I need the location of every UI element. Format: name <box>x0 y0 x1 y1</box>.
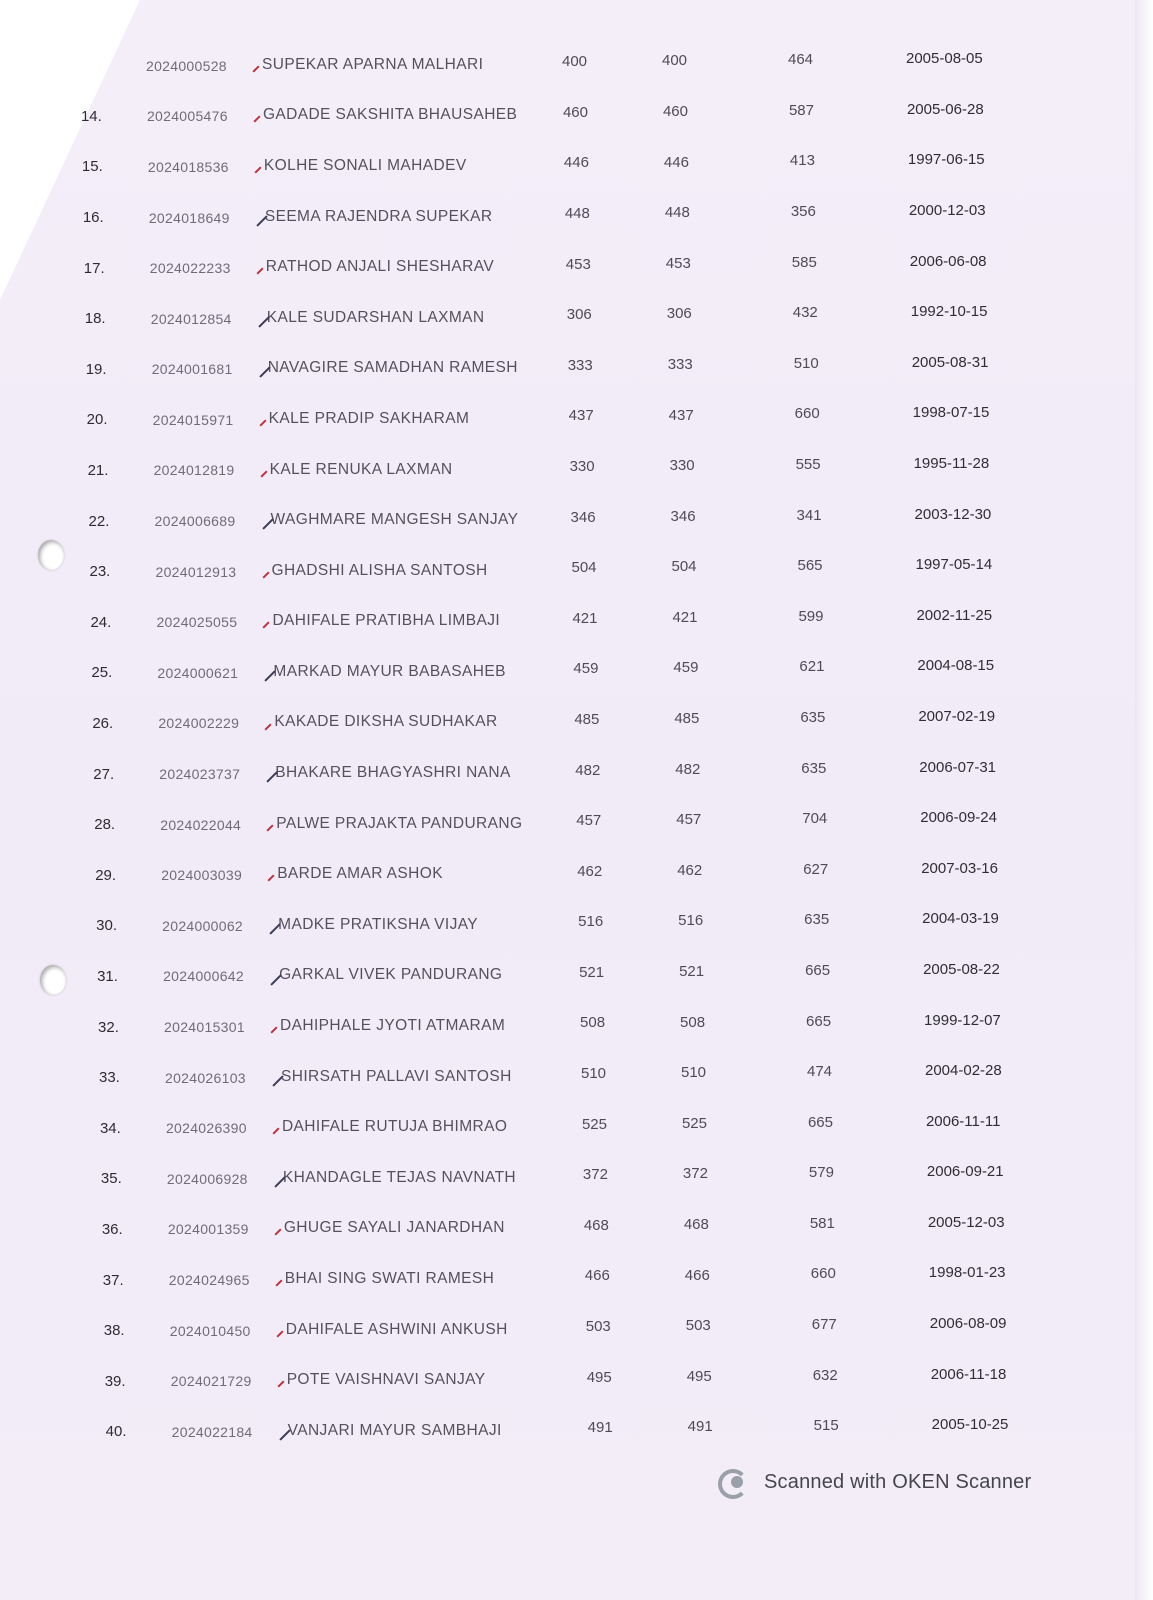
check-mark-icon <box>276 1330 283 1337</box>
cell-n2: 346 <box>670 507 696 525</box>
cell-n3: 621 <box>799 658 825 676</box>
cell-date: 2005-08-22 <box>923 960 1000 978</box>
cell-name: KAKADE DIKSHA SUDHAKAR <box>274 713 498 731</box>
cell-n2: 491 <box>687 1418 713 1436</box>
cell-n1: 508 <box>580 1014 606 1032</box>
table-row <box>0 955 1153 995</box>
cell-date: 2006-07-31 <box>919 758 997 776</box>
cell-n2: 333 <box>667 355 693 373</box>
cell-idx: 28. <box>94 816 116 834</box>
cell-id: 2024002229 <box>158 715 240 732</box>
table-row <box>0 1360 1153 1400</box>
check-mark-icon <box>277 1381 284 1388</box>
cell-n1: 372 <box>582 1166 608 1184</box>
cell-id: 2024010450 <box>169 1322 251 1339</box>
cell-n1: 482 <box>575 761 601 779</box>
cell-name: DAHIFALE PRATIBHA LIMBAJI <box>272 612 501 630</box>
cell-n3: 555 <box>795 456 821 474</box>
cell-date: 2004-02-28 <box>925 1062 1002 1080</box>
cell-n2: 468 <box>683 1215 709 1233</box>
cell-idx: 16. <box>82 209 104 227</box>
cell-n1: 457 <box>576 812 602 830</box>
cell-idx: 32. <box>98 1018 119 1036</box>
cell-n3: 635 <box>800 708 826 726</box>
cell-idx: 34. <box>99 1119 121 1137</box>
cell-date: 1997-06-15 <box>907 151 985 169</box>
table-row <box>0 550 1153 590</box>
cell-n3: 356 <box>790 203 816 221</box>
cell-name: GHUGE SAYALI JANARDHAN <box>283 1219 505 1237</box>
cell-n3: 677 <box>811 1316 837 1334</box>
cell-name: MARKAD MAYUR BABASAHEB <box>273 662 506 680</box>
cell-n1: 460 <box>562 103 588 121</box>
cell-n3: 632 <box>812 1366 838 1384</box>
cell-name: POTE VAISHNAVI SANJAY <box>286 1371 486 1389</box>
cell-date: 2005-10-25 <box>931 1416 1009 1434</box>
cell-date: 2002-11-25 <box>916 606 993 624</box>
cell-n2: 510 <box>681 1064 707 1082</box>
cell-name: KHANDAGLE TEJAS NAVNATH <box>282 1168 517 1186</box>
cell-id: 2024005476 <box>146 108 228 125</box>
cell-name: BARDE AMAR ASHOK <box>277 865 443 883</box>
cell-n3: 585 <box>791 253 817 271</box>
table-row <box>0 44 1153 84</box>
cell-n2: 504 <box>671 558 697 576</box>
cell-date: 2000-12-03 <box>908 202 986 220</box>
cell-id: 2024025055 <box>156 614 238 631</box>
cell-idx: 15. <box>81 158 103 176</box>
cell-n1: 421 <box>572 609 598 627</box>
cell-n2: 466 <box>684 1266 710 1284</box>
cell-idx: 37. <box>102 1271 124 1289</box>
cell-n3: 660 <box>810 1265 836 1283</box>
cell-n2: 453 <box>665 254 691 272</box>
cell-name: VANJARI MAYUR SAMBHAJI <box>287 1421 502 1439</box>
cell-n2: 525 <box>681 1114 707 1132</box>
cell-n3: 665 <box>805 961 831 979</box>
cell-name: PALWE PRAJAKTA PANDURANG <box>276 814 523 832</box>
cell-id: 2024006689 <box>154 513 236 530</box>
cell-n1: 468 <box>583 1216 609 1234</box>
cell-n3: 627 <box>803 860 829 878</box>
cell-n3: 665 <box>807 1113 833 1131</box>
cell-n1: 448 <box>564 204 590 222</box>
table-row <box>0 1258 1153 1298</box>
cell-n3: 510 <box>793 354 819 372</box>
cell-idx: 35. <box>100 1170 122 1188</box>
cell-name: DAHIFALE RUTUJA BHIMRAO <box>281 1118 508 1136</box>
cell-n2: 421 <box>672 608 698 626</box>
cell-name: KOLHE SONALI MAHADEV <box>263 156 467 174</box>
cell-n1: 503 <box>585 1318 611 1336</box>
cell-n1: 333 <box>567 356 593 374</box>
cell-n3: 432 <box>792 304 818 322</box>
table-row <box>0 1005 1153 1045</box>
cell-idx: 27. <box>93 765 115 783</box>
cell-date: 2005-06-28 <box>906 100 984 118</box>
table-row <box>0 1410 1153 1450</box>
cell-name: NAVAGIRE SAMADHAN RAMESH <box>267 359 518 377</box>
cell-n1: 400 <box>562 53 588 71</box>
cell-name: GARKAL VIVEK PANDURANG <box>279 966 503 984</box>
cell-n3: 660 <box>794 405 820 423</box>
cell-n3: 665 <box>806 1012 832 1030</box>
cell-id: 2024024965 <box>168 1271 250 1288</box>
cell-date: 1992-10-15 <box>910 303 988 321</box>
cell-id: 2024026390 <box>165 1120 247 1137</box>
table-row <box>0 1208 1153 1248</box>
cell-n1: 462 <box>577 862 603 880</box>
cell-date: 2006-09-24 <box>920 809 997 827</box>
cell-idx: 39. <box>104 1372 126 1390</box>
cell-id: 2024000528 <box>146 57 227 74</box>
cell-n1: 525 <box>581 1115 607 1133</box>
cell-n3: 474 <box>807 1063 833 1081</box>
table-row <box>0 803 1153 843</box>
table-row <box>0 449 1153 489</box>
cell-date: 2006-11-11 <box>925 1112 1001 1130</box>
table-row <box>0 246 1153 286</box>
check-mark-icon <box>274 1229 281 1236</box>
cell-name: BHAI SING SWATI RAMESH <box>284 1269 495 1287</box>
cell-idx: 40. <box>105 1423 127 1441</box>
table-row <box>0 499 1153 539</box>
cell-n2: 482 <box>675 760 701 778</box>
cell-n1: 466 <box>584 1267 610 1285</box>
cell-date: 2006-09-21 <box>926 1163 1004 1181</box>
table-row <box>0 752 1153 792</box>
cell-date: 2005-12-03 <box>927 1213 1005 1231</box>
check-mark-icon <box>272 1128 279 1135</box>
check-mark-icon <box>265 723 272 730</box>
cell-idx: 38. <box>103 1322 125 1340</box>
cell-n3: 587 <box>788 101 814 119</box>
cell-n2: 521 <box>679 963 705 981</box>
cell-n3: 599 <box>798 607 824 625</box>
check-mark-icon <box>271 1027 278 1034</box>
cell-id: 2024006928 <box>166 1170 248 1187</box>
cell-idx: 14. <box>80 107 102 125</box>
cell-id: 2024000621 <box>157 664 239 681</box>
table-row <box>0 95 1153 135</box>
cell-n1: 491 <box>587 1419 613 1437</box>
cell-idx: 18. <box>84 310 106 328</box>
cell-n3: 515 <box>813 1417 839 1435</box>
cell-n1: 485 <box>574 710 600 728</box>
cell-n3: 565 <box>797 557 823 575</box>
cell-n2: 495 <box>686 1367 712 1385</box>
cell-name: SHIRSATH PALLAVI SANTOSH <box>281 1067 512 1085</box>
watermark-text: Scanned with OKEN Scanner <box>764 1470 1032 1493</box>
cell-id: 2024012854 <box>150 310 232 327</box>
cell-id: 2024018536 <box>147 158 229 175</box>
cell-id: 2024021729 <box>170 1373 252 1390</box>
cell-name: KALE RENUKA LAXMAN <box>269 460 453 478</box>
cell-n2: 457 <box>676 811 702 829</box>
cell-date: 2005-08-31 <box>911 353 989 371</box>
check-mark-icon <box>256 268 263 275</box>
cell-date: 1995-11-28 <box>913 455 990 473</box>
cell-n1: 330 <box>569 457 595 475</box>
cell-idx: 17. <box>83 259 105 277</box>
table-row <box>0 145 1153 185</box>
cell-id: 2024022044 <box>160 816 242 833</box>
cell-date: 2006-08-09 <box>929 1315 1007 1333</box>
check-mark-icon <box>262 571 269 578</box>
cell-n2: 437 <box>668 406 694 424</box>
cell-name: DAHIPHALE JYOTI ATMARAM <box>280 1017 506 1034</box>
cell-id: 2024022233 <box>149 260 231 277</box>
cell-id: 2024012913 <box>155 563 237 580</box>
cell-name: BHAKARE BHAGYASHRI NANA <box>275 764 511 782</box>
cell-idx: 21. <box>87 462 109 480</box>
cell-id: 2024026103 <box>165 1069 246 1086</box>
table-row <box>0 854 1153 894</box>
check-mark-icon <box>254 166 261 173</box>
cell-n1: 495 <box>586 1368 612 1386</box>
cell-n1: 504 <box>571 559 597 577</box>
table-row <box>0 398 1153 438</box>
cell-n2: 485 <box>674 710 700 728</box>
cell-name: MADKE PRATIKSHA VIJAY <box>278 915 479 933</box>
cell-n3: 464 <box>788 51 814 69</box>
cell-n2: 460 <box>662 102 688 120</box>
cell-n2: 448 <box>664 204 690 222</box>
cell-idx: 25. <box>91 664 113 682</box>
cell-n2: 372 <box>682 1165 708 1183</box>
table-row <box>0 601 1153 641</box>
table-row <box>0 1309 1153 1349</box>
cell-n3: 579 <box>808 1164 834 1182</box>
cell-id: 2024001359 <box>167 1221 249 1238</box>
cell-date: 1998-07-15 <box>912 404 990 422</box>
cell-n1: 453 <box>565 255 591 273</box>
cell-date: 1997-05-14 <box>915 556 993 574</box>
cell-n3: 413 <box>789 152 815 170</box>
cell-n1: 346 <box>570 508 596 526</box>
cell-n3: 581 <box>809 1214 835 1232</box>
cell-n1: 516 <box>578 913 604 931</box>
table-row <box>0 1157 1153 1197</box>
cell-idx: 24. <box>90 613 112 631</box>
cell-idx: 23. <box>89 563 111 581</box>
scanner-watermark <box>718 1462 1031 1502</box>
cell-date: 2006-11-18 <box>930 1365 1007 1383</box>
cell-name: RATHOD ANJALI SHESHARAV <box>265 258 495 276</box>
cell-date: 2007-03-16 <box>921 859 998 877</box>
cell-n3: 341 <box>796 506 822 524</box>
cell-id: 2024001681 <box>151 361 233 378</box>
cell-name: GHADSHI ALISHA SANTOSH <box>271 561 488 579</box>
cell-idx: 30. <box>96 917 117 935</box>
table-row <box>0 297 1153 337</box>
cell-n2: 330 <box>669 457 695 475</box>
cell-id: 2024003039 <box>161 867 243 884</box>
table-row <box>0 1107 1153 1147</box>
cell-date: 1999-12-07 <box>924 1011 1001 1029</box>
cell-n2: 459 <box>673 659 699 677</box>
cell-id: 2024022184 <box>171 1423 253 1440</box>
cell-n2: 503 <box>685 1317 711 1335</box>
cell-id: 2024012819 <box>153 462 235 479</box>
table-row <box>0 1056 1153 1096</box>
cell-id: 2024000642 <box>163 968 244 985</box>
cell-n1: 521 <box>579 963 605 981</box>
table-row <box>0 702 1153 742</box>
check-mark-icon <box>263 622 270 629</box>
cell-idx: 22. <box>88 512 110 530</box>
cell-idx: 33. <box>99 1069 120 1087</box>
cell-idx: 36. <box>101 1220 123 1238</box>
cell-date: 2007-02-19 <box>918 707 996 725</box>
cell-n1: 437 <box>568 407 594 425</box>
cell-date: 2004-03-19 <box>922 910 999 928</box>
cell-date: 2005-08-05 <box>906 50 983 68</box>
cell-idx: 31. <box>97 967 118 985</box>
cell-idx: 20. <box>86 411 108 429</box>
cell-n2: 516 <box>678 912 704 930</box>
check-mark-icon <box>267 824 274 831</box>
oken-scanner-logo-icon <box>718 1467 750 1497</box>
cell-name: KALE SUDARSHAN LAXMAN <box>266 308 485 326</box>
cell-n3: 635 <box>801 759 827 777</box>
cell-date: 2004-08-15 <box>917 657 995 675</box>
check-mark-icon <box>260 470 267 477</box>
cell-name: KALE PRADIP SAKHARAM <box>268 409 470 427</box>
cell-name: DAHIFALE ASHWINI ANKUSH <box>285 1320 508 1338</box>
table-row <box>0 196 1153 236</box>
cell-n2: 400 <box>662 52 688 70</box>
cell-idx: 29. <box>95 866 117 884</box>
cell-id: 2024000062 <box>162 917 244 934</box>
cell-n1: 459 <box>573 660 599 678</box>
cell-n2: 462 <box>677 861 703 879</box>
cell-name: SUPEKAR APARNA MALHARI <box>262 55 484 73</box>
check-mark-icon <box>253 116 260 123</box>
cell-n1: 306 <box>566 306 592 324</box>
check-mark-icon <box>268 875 275 882</box>
check-mark-icon <box>252 65 259 72</box>
cell-date: 1998-01-23 <box>928 1264 1006 1282</box>
cell-id: 2024015301 <box>164 1018 245 1035</box>
check-mark-icon <box>275 1280 282 1287</box>
cell-id: 2024018649 <box>148 209 230 226</box>
cell-idx: 19. <box>85 360 107 378</box>
cell-n2: 306 <box>666 305 692 323</box>
cell-n3: 635 <box>804 911 830 929</box>
table-row <box>0 651 1153 691</box>
cell-name: SEEMA RAJENDRA SUPEKAR <box>264 207 493 225</box>
table-row <box>0 904 1153 944</box>
cell-date: 2003-12-30 <box>914 505 992 523</box>
cell-n1: 510 <box>581 1065 607 1083</box>
cell-n2: 446 <box>663 153 689 171</box>
cell-n1: 446 <box>563 154 589 172</box>
cell-date: 2006-06-08 <box>909 252 987 270</box>
cell-id: 2024023737 <box>159 766 241 783</box>
cell-idx: 26. <box>92 715 114 732</box>
cell-name: WAGHMARE MANGESH SANJAY <box>270 511 519 529</box>
cell-id: 2024015971 <box>152 411 234 428</box>
table-row <box>0 348 1153 388</box>
cell-n3: 704 <box>802 810 828 828</box>
cell-n2: 508 <box>680 1013 706 1031</box>
check-mark-icon <box>259 419 266 426</box>
cell-name: GADADE SAKSHITA BHAUSAHEB <box>262 106 518 124</box>
